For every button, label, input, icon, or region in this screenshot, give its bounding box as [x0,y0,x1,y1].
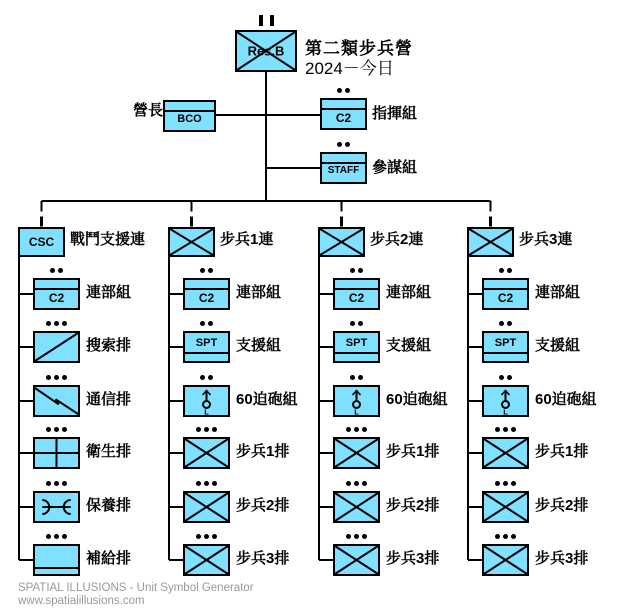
unit-node-infantry [482,544,529,576]
footer-credit: SPATIAL ILLUSIONS - Unit Symbol Generator [18,582,254,594]
unit-label: 60迫砲組 [236,391,298,408]
section-echelon-dots-icon [337,142,350,147]
staff-node [320,152,367,184]
mortar-type-letter: L [204,407,209,415]
unit-symbol-text: C2 [198,291,215,305]
unit-node-maintenance [33,491,80,523]
battalion-echelon-bar-icon [259,15,263,26]
section-echelon-dots-icon [350,375,363,380]
infantry-icon [484,546,527,574]
unit-label: 保養排 [86,497,132,514]
unit-label: 步兵1排 [535,443,589,460]
infantry-icon [335,493,378,521]
hq-bar-icon [322,108,365,110]
supply-bar-icon [35,567,78,569]
unit-node-mortar [333,385,380,417]
bco-symbol-text: BCO [177,113,202,125]
platoon-echelon-dots-icon [46,427,67,432]
unit-node-infantry [333,491,380,523]
footer-url: www.spatialillusions.com [18,595,145,607]
section-echelon-dots-icon [499,268,512,273]
unit-node-hq [333,278,380,310]
unit-symbol-text: C2 [348,291,365,305]
section-echelon-dots-icon [350,321,363,326]
platoon-echelon-dots-icon [196,481,217,486]
platoon-echelon-dots-icon [46,321,67,326]
unit-label: 支援組 [386,337,432,354]
unit-symbol-text: CSC [28,235,55,249]
support-bar-icon [484,352,527,354]
battalion-node [235,30,297,72]
infantry-icon [185,493,228,521]
unit-node-supply [33,544,80,576]
medical-icon [35,439,78,467]
unit-label: 連部組 [535,284,581,301]
c2-node [320,98,367,130]
section-echelon-dots-icon [337,88,350,93]
unit-node-mortar [482,385,529,417]
infantry-icon [484,493,527,521]
staff-label: 參謀組 [372,159,418,176]
unit-label: 步兵3排 [535,550,589,567]
infantry-icon [170,229,213,255]
unit-node-spt [482,331,529,363]
company-label: 步兵2連 [370,231,424,248]
unit-label: 支援組 [535,337,581,354]
unit-node-hq [33,278,80,310]
company-label: 戰鬥支援連 [70,231,146,248]
unit-label: 連部組 [236,284,282,301]
unit-node-spt [183,331,230,363]
section-echelon-dots-icon [200,268,213,273]
platoon-echelon-dots-icon [346,427,367,432]
unit-label: 搜索排 [86,337,132,354]
section-echelon-dots-icon [350,268,363,273]
platoon-echelon-dots-icon [495,534,516,539]
infantry-icon [185,546,228,574]
support-bar-icon [335,352,378,354]
staff-symbol-text: STAFF [327,165,360,176]
unit-label: 補給排 [86,550,132,567]
hq-bar-icon [484,288,527,290]
mortar-type-letter: L [354,407,359,415]
unit-label: 通信排 [86,391,132,408]
unit-label: 衛生排 [86,443,132,460]
unit-label: 步兵2排 [386,497,440,514]
unit-node-spt [333,331,380,363]
section-echelon-dots-icon [499,375,512,380]
c2-symbol-text: C2 [335,111,352,125]
unit-node-signal [33,385,80,417]
battalion-symbol-text: Res.B [247,43,285,59]
unit-label: 60迫砲組 [386,391,448,408]
platoon-echelon-dots-icon [46,534,67,539]
recon-icon [35,333,78,361]
unit-node-infantry [482,437,529,469]
unit-label: 步兵2排 [535,497,589,514]
unit-node-mortar [183,385,230,417]
support-bar-icon [185,352,228,354]
unit-label: 支援組 [236,337,282,354]
unit-label: 60迫砲組 [535,391,597,408]
platoon-echelon-dots-icon [346,481,367,486]
unit-node-hq [482,278,529,310]
signal-icon [35,387,78,415]
unit-node-infantry [183,437,230,469]
chart-subtitle: 2024－今日 [305,59,394,78]
platoon-echelon-dots-icon [196,427,217,432]
unit-label: 步兵3排 [236,550,290,567]
unit-label: 步兵2排 [236,497,290,514]
maintenance-icon [35,493,78,521]
unit-symbol-text: SPT [195,337,218,349]
mortar-icon [185,387,228,415]
unit-symbol-text: SPT [494,337,517,349]
unit-node-infantry [183,491,230,523]
company-node-1 [18,227,65,257]
mortar-icon [484,387,527,415]
section-echelon-dots-icon [200,321,213,326]
company-node-3 [318,227,365,257]
hq-bar-icon [322,162,365,164]
unit-symbol-text: C2 [497,291,514,305]
unit-node-recon [33,331,80,363]
section-echelon-dots-icon [200,375,213,380]
infantry-icon [185,439,228,467]
section-echelon-dots-icon [499,321,512,326]
bco-node [163,100,216,132]
infantry-icon [320,229,363,255]
unit-label: 連部組 [386,284,432,301]
chart-title: 第二類步兵營 [305,39,413,58]
infantry-icon [335,439,378,467]
hq-bar-icon [165,110,214,112]
unit-node-medical [33,437,80,469]
unit-symbol-text: C2 [48,291,65,305]
platoon-echelon-dots-icon [495,427,516,432]
unit-label: 步兵1排 [236,443,290,460]
company-node-2 [168,227,215,257]
platoon-echelon-dots-icon [346,534,367,539]
infantry-icon [469,229,512,255]
bco-label: 營長 [133,102,164,119]
unit-node-infantry [333,544,380,576]
hq-bar-icon [185,288,228,290]
platoon-echelon-dots-icon [495,481,516,486]
unit-label: 步兵1排 [386,443,440,460]
unit-label: 連部組 [86,284,132,301]
c2-label: 指揮組 [372,105,418,122]
unit-node-infantry [183,544,230,576]
platoon-echelon-dots-icon [46,481,67,486]
unit-symbol-text: SPT [345,337,368,349]
battalion-echelon-bar-icon [270,15,274,26]
platoon-echelon-dots-icon [46,375,67,380]
platoon-echelon-dots-icon [196,534,217,539]
company-node-4 [467,227,514,257]
unit-label: 步兵3排 [386,550,440,567]
infantry-icon [484,439,527,467]
hq-bar-icon [335,288,378,290]
mortar-type-letter: L [503,407,508,415]
unit-node-hq [183,278,230,310]
infantry-icon [335,546,378,574]
company-label: 步兵1連 [220,231,274,248]
company-label: 步兵3連 [519,231,573,248]
mortar-icon [335,387,378,415]
hq-bar-icon [35,288,78,290]
section-echelon-dots-icon [50,268,63,273]
unit-node-infantry [333,437,380,469]
unit-node-infantry [482,491,529,523]
